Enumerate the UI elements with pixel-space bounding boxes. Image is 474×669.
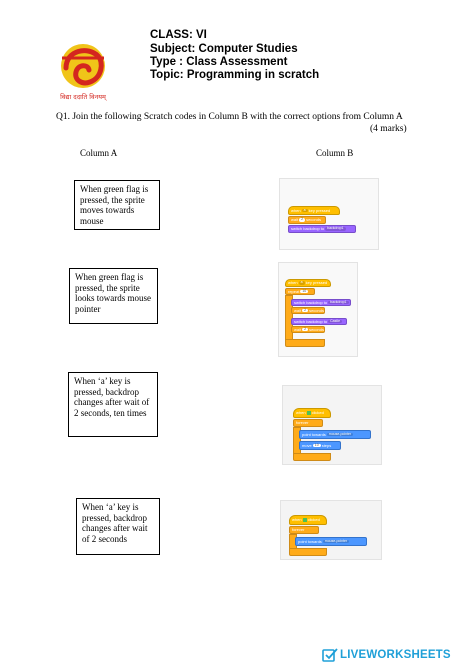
logo-motto: विद्या ददाति विनयम् — [60, 93, 106, 101]
forever-block: forever — [289, 526, 319, 534]
liveworksheets-logo — [322, 648, 451, 662]
switch-backdrop-block-2: switch backdrop to Castle — [291, 318, 347, 325]
code-snippet-3[interactable] — [282, 385, 382, 465]
switch-backdrop-block: switch backdrop to backdrop1 — [288, 225, 356, 233]
code-snippet-2[interactable] — [278, 262, 358, 357]
option-a1-text: When green flag is pressed, the sprite moves towards mouse — [80, 184, 149, 226]
subject-title: Subject: Computer Studies — [150, 43, 298, 55]
when-key-pressed-block: when a key pressed — [285, 279, 331, 287]
forever-foot — [289, 548, 327, 556]
when-flag-clicked-block: when clicked — [293, 408, 331, 418]
column-b-heading: Column B — [316, 148, 354, 158]
class-title: CLASS: VI — [150, 29, 207, 41]
wait-block-2: wait 2 seconds — [291, 326, 325, 333]
question-marks: (4 marks) — [370, 124, 407, 134]
code-snippet-1[interactable] — [279, 178, 379, 250]
point-towards-block: point towards mouse-pointer — [299, 430, 371, 439]
code-snippet-4[interactable] — [280, 500, 382, 560]
liveworksheets-wordmark: LIVEWORKSHEETS — [340, 649, 451, 661]
when-flag-clicked-block: when clicked — [289, 515, 327, 525]
option-a4[interactable] — [76, 498, 160, 555]
column-a-heading: Column A — [80, 148, 118, 158]
when-key-pressed-block: when a key pressed — [288, 206, 340, 215]
option-a1[interactable] — [74, 180, 160, 230]
repeat-block: repeat 10 — [285, 288, 315, 295]
move-steps-block: move 10 steps — [299, 441, 341, 450]
question-text: Q1. Join the following Scratch codes in Column B with the correct options from Column A — [56, 112, 403, 122]
green-flag-icon — [303, 518, 307, 522]
point-towards-block: point towards mouse-pointer — [295, 537, 367, 546]
forever-block: forever — [293, 419, 323, 427]
wait-block: wait 2 seconds — [288, 216, 326, 224]
green-flag-icon — [307, 411, 311, 415]
repeat-foot — [285, 339, 325, 347]
wait-block: wait 2 seconds — [291, 307, 325, 314]
option-a2-text: When green flag is pressed, the sprite looks towards mouse pointer — [75, 272, 151, 314]
option-a3-text: When ‘a’ key is pressed, backdrop changes after wait of 2 seconds, ten times — [74, 376, 150, 418]
topic-title: Topic: Programming in scratch — [150, 69, 320, 81]
option-a4-text: When ‘a’ key is pressed, backdrop changes after wait of 2 seconds — [82, 502, 148, 544]
option-a2[interactable] — [69, 268, 158, 324]
switch-backdrop-block: switch backdrop to backdrop1 — [291, 299, 351, 306]
school-logo — [48, 38, 118, 106]
type-title: Type : Class Assessment — [150, 56, 288, 68]
option-a3[interactable] — [68, 372, 158, 437]
forever-foot — [293, 453, 331, 461]
liveworksheets-icon — [322, 648, 338, 662]
